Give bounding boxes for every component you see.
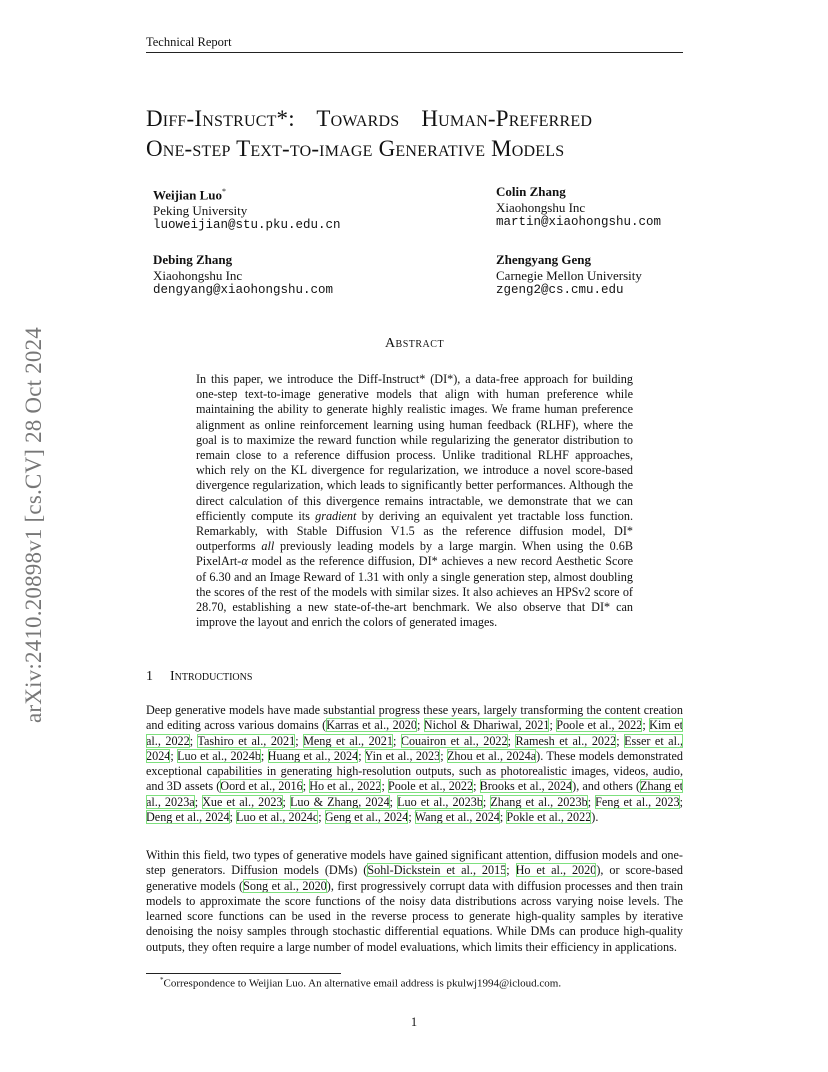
author-affiliation: Xiaohongshu Inc: [496, 199, 586, 215]
author-mark: *: [222, 187, 226, 196]
citation-link[interactable]: Yin et al., 2023: [364, 748, 441, 763]
paragraph-text: Deep generative models have made substantial progress these years, largely transforming the content creation and editing across various domains (: [146, 703, 683, 733]
abstract-text: previously leading models by a large margin. When using the 0.6B PixelArt-: [196, 539, 633, 569]
paragraph-text: ), or score-based generative models (: [146, 863, 683, 893]
footnote: [160, 976, 561, 990]
abstract-body: [196, 372, 633, 630]
paragraph-text: ).: [591, 810, 599, 825]
paragraph-text: ;: [482, 794, 491, 809]
author-block: [153, 184, 341, 234]
footnote-text: Correspondence to Weijian Luo. An alternative email address is pkulwj1994@icloud.com.: [163, 977, 562, 990]
citation-link[interactable]: Xue et al., 2023: [202, 794, 283, 809]
paragraph-text: ;: [282, 794, 290, 809]
intro-paragraph-2: [146, 848, 683, 955]
author-block: [496, 184, 661, 231]
author-affiliation: Carnegie Mellon University: [496, 267, 642, 283]
paragraph-text: ;: [642, 718, 650, 733]
abstract-text: by deriving an equivalent yet tractable loss function. Remarkably, with Stable Diffusion V1.5 as the reference diffusion model, DI* outperforms: [196, 508, 633, 554]
paragraph-text: ;: [473, 779, 480, 794]
abstract-emphasis: gradient: [315, 508, 357, 523]
paragraph-text: ;: [506, 863, 516, 878]
citation-link[interactable]: Sohl-Dickstein et al., 2015: [367, 863, 507, 878]
paragraph-text: ;: [170, 748, 178, 763]
paper-title: [146, 104, 686, 164]
paragraph-text: ;: [389, 794, 398, 809]
paragraph-text: ;: [549, 718, 557, 733]
header-rule: [146, 52, 683, 53]
citation-link[interactable]: Karras et al., 2020: [326, 718, 417, 733]
paragraph-text: ), and others (: [572, 779, 640, 794]
citation-link[interactable]: Luo & Zhang, 2024: [289, 794, 390, 809]
citation-link[interactable]: Brooks et al., 2024: [479, 779, 573, 794]
paragraph-text: ;: [440, 748, 447, 763]
author-block: [153, 252, 333, 299]
section-title: Introductions: [170, 669, 253, 684]
author-email[interactable]: martin@xiaohongshu.com: [496, 215, 662, 229]
citation-link[interactable]: Pokle et al., 2022: [506, 810, 592, 825]
paragraph-text: ;: [679, 794, 683, 809]
paragraph-text: ;: [260, 748, 268, 763]
footnote-mark: *: [160, 976, 164, 984]
author-affiliation: Peking University: [153, 202, 248, 218]
citation-link[interactable]: Ho et al., 2020: [515, 863, 597, 878]
paragraph-text: ;: [616, 733, 625, 748]
citation-link[interactable]: Kim et al., 2022: [146, 718, 684, 748]
arxiv-identifier[interactable]: arXiv:2410.20898v1 [cs.CV] 28 Oct 2024: [21, 327, 46, 723]
author-name: Zhengyang Geng: [496, 252, 591, 267]
citation-link[interactable]: Huang et al., 2024: [267, 748, 359, 763]
citation-link[interactable]: Esser et al., 2024: [146, 733, 684, 763]
citation-link[interactable]: Zhang et al., 2023b: [490, 794, 588, 809]
running-head: Technical Report: [146, 35, 232, 49]
citation-link[interactable]: Geng et al., 2024: [324, 810, 409, 825]
citation-link[interactable]: Ho et al., 2022: [309, 779, 382, 794]
paragraph-text: ;: [507, 733, 516, 748]
paragraph-text: ), first progressively corrupt data with diffusion processes and then train models to approximate the score functions of the noisy data distributions across varying noise levels. The learned score functions can be used in the reverse process to generate high-quality samples by iterative denoising the noisy samples through stochastic differential equations. While DMs can produce high-quality outputs, they often require a large number of model evaluations, which limits their efficiency in applications.: [146, 878, 684, 954]
citation-link[interactable]: Luo et al., 2024b: [177, 748, 261, 763]
citation-link[interactable]: Tashiro et al., 2021: [197, 733, 296, 748]
paragraph-text: Within this field, two types of generative models have gained significant attention, diffusion models and one-step generators. Diffusion models (DMs) (: [146, 848, 683, 878]
author-email[interactable]: dengyang@xiaohongshu.com: [153, 283, 334, 297]
footnote-rule: [146, 973, 341, 974]
title-line-1: Diff-Instruct*: Towards Human-Preferred: [146, 106, 593, 131]
author-affiliation: Xiaohongshu Inc: [153, 267, 243, 283]
paragraph-text: ;: [295, 733, 304, 748]
citation-link[interactable]: Luo et al., 2024c: [236, 810, 319, 825]
abstract-emphasis: all: [261, 539, 275, 554]
paragraph-text: ;: [408, 810, 415, 825]
abstract-text: In this paper, we introduce the Diff-Instruct* (DI*), a data-free approach for building one-step text-to-image generative models that align with human preference while maintaining the ability to generate highly realistic images. We frame human preference alignment as online reinforcement learning using human feedback (RLHF), where the goal is to maximize the reward function while regularizing the generator distribution to remain close to a reference diffusion process. Unlike traditional RLHF approaches, which rely on the KL divergence for regularization, we introduce a novel score-based divergence regularization, which leads to significantly better performances. Although the direct calculation of this divergence remains intractable, we demonstrate that we can efficiently compute its: [196, 372, 633, 523]
citation-link[interactable]: Meng et al., 2021: [303, 733, 393, 748]
citation-link[interactable]: Zhang et al., 2023a: [146, 779, 684, 809]
abstract-text: model as the reference diffusion, DI* achieves a new record Aesthetic Score of 6.30 and an Image Reward of 1.31 with only a single generation step, almost doubling the scores of the rest of the models with similar sizes. It also achieves an HPSv2 score of 28.70, establishing a new state-of-the-art benchmark. We also observe that DI* can improve the layout and enrich the colors of generated images.: [196, 554, 633, 630]
citation-link[interactable]: Song et al., 2020: [243, 878, 327, 893]
citation-link[interactable]: Couairon et al., 2022: [400, 733, 508, 748]
citation-link[interactable]: Ramesh et al., 2022: [515, 733, 617, 748]
author-block: [496, 252, 642, 299]
intro-paragraph-1: [146, 703, 683, 825]
citation-link[interactable]: Oord et al., 2016: [220, 779, 303, 794]
citation-link[interactable]: Wang et al., 2024: [414, 810, 500, 825]
author-name: Debing Zhang: [153, 252, 233, 267]
paragraph-text: ;: [416, 718, 424, 733]
citation-link[interactable]: Feng et al., 2023: [595, 794, 680, 809]
paragraph-text: ). These models demonstrated exceptional capabilities in generating high-resolution outputs, such as photorealistic images, videos, audio, and 3D assets (: [146, 748, 684, 794]
paragraph-text: ;: [381, 779, 388, 794]
abstract-heading: Abstract: [384, 336, 445, 351]
citation-link[interactable]: Deng et al., 2024: [146, 810, 230, 825]
citation-link[interactable]: Nichol & Dhariwal, 2021: [423, 718, 550, 733]
citation-link[interactable]: Zhou et al., 2024a: [446, 748, 537, 763]
paragraph-text: ;: [229, 810, 237, 825]
alpha-symbol: α: [241, 554, 248, 569]
paragraph-text: ;: [194, 794, 203, 809]
paragraph-text: ;: [499, 810, 507, 825]
section-number: 1: [146, 669, 153, 684]
paragraph-text: ;: [189, 733, 198, 748]
paragraph-text: ;: [302, 779, 310, 794]
author-email[interactable]: luoweijian@stu.pku.edu.cn: [153, 218, 341, 233]
page-number: 1: [410, 1015, 418, 1029]
paragraph-text: ;: [358, 748, 365, 763]
section-heading: [146, 669, 252, 685]
author-email[interactable]: zgeng2@cs.cmu.edu: [496, 283, 624, 297]
paragraph-text: ;: [392, 733, 401, 748]
citation-link[interactable]: Poole et al., 2022: [387, 779, 474, 794]
paragraph-text: ;: [587, 794, 596, 809]
citation-link[interactable]: Luo et al., 2023b: [397, 794, 483, 809]
paragraph-text: ;: [318, 810, 325, 825]
author-name: Colin Zhang: [496, 184, 566, 199]
citation-link[interactable]: Poole et al., 2022: [556, 718, 643, 733]
author-name: Weijian Luo: [153, 187, 222, 203]
title-line-2: One-step Text-to-image Generative Models: [146, 136, 565, 161]
